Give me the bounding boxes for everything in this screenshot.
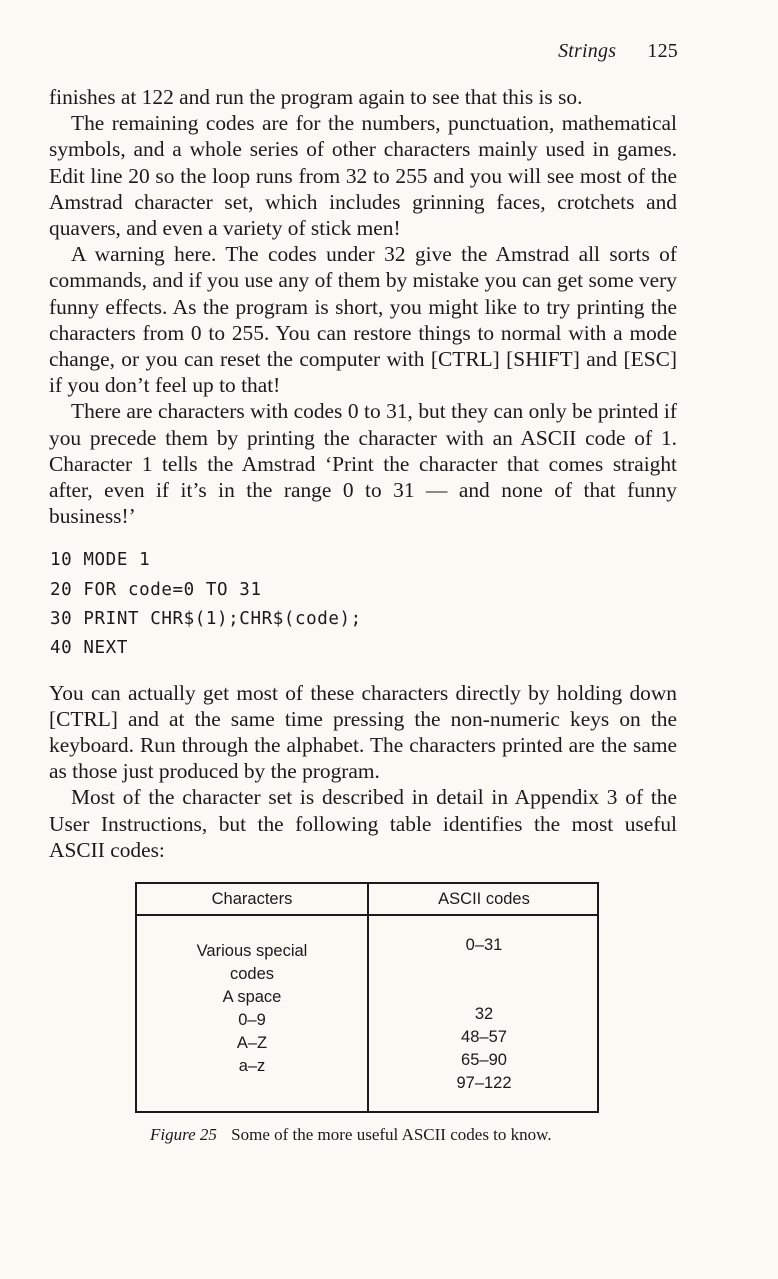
paragraph: The remaining codes are for the numbers, punctuation, mathematical symbols, and a whole series of other characters mainly used in games. Edit line 20 so the loop runs from 32 to 255 and you will see most of the Amstrad character set, which includes grinning faces, crotchets and quavers, and even a variety of stick men! <box>49 111 677 241</box>
table-cell: codes <box>229 965 275 983</box>
code-listing <box>50 546 677 663</box>
code-line: 20 FOR code=0 TO 31 <box>50 579 262 600</box>
characters-column <box>137 940 367 1078</box>
code-line: 10 MODE 1 <box>50 550 151 571</box>
figure-caption <box>150 1125 552 1145</box>
table-cell: 32 <box>474 1005 494 1023</box>
table-cell: 48–57 <box>461 1028 507 1046</box>
paragraph: You can actually get most of these characters directly by holding down [CTRL] and at the same time pressing the non-numeric keys on the keyboard. Run through the alphabet. The characters printed are the same as those just produced by the program. <box>49 680 677 784</box>
paragraph: A warning here. The codes under 32 give the Amstrad all sorts of commands, and if you use any of them by mistake you can get some very funny effects. As the program is short, you might like to try printing the characters from 0 to 255. You can restore things to normal with a mode change, or you can reset the computer with [CTRL] [SHIFT] and [ESC] if you don’t feel up to that! <box>49 242 677 398</box>
table-cell: 0–31 <box>465 936 503 954</box>
paragraph: finishes at 122 and run the program again to see that this is so. <box>49 85 583 109</box>
table-cell: A–Z <box>236 1034 268 1052</box>
table-header-ascii-codes: ASCII codes <box>438 890 530 908</box>
running-head <box>558 40 678 63</box>
body-text <box>49 84 677 863</box>
table-cell: a–z <box>238 1057 266 1075</box>
figure-caption-text: Some of the more useful ASCII codes to know. <box>231 1125 552 1144</box>
table-header-characters: Characters <box>211 890 293 908</box>
table-cell: Various special <box>196 942 308 960</box>
code-line: 40 NEXT <box>50 638 128 659</box>
table-cell: 0–9 <box>238 1011 266 1029</box>
table-cell: A space <box>222 988 282 1006</box>
table-cell: 97–122 <box>456 1074 512 1092</box>
codes-column <box>369 934 599 1095</box>
ascii-codes-table <box>135 882 599 1113</box>
figure-label: Figure 25 <box>150 1125 217 1144</box>
code-line: 30 PRINT CHR$(1);CHR$(code); <box>50 609 362 630</box>
paragraph: There are characters with codes 0 to 31, but they can only be printed if you precede them by printing the character with an ASCII code of 1. Character 1 tells the Amstrad ‘Print the character that comes straight after, even if it’s in the range 0 to 31 — and none of that funny business!’ <box>49 399 677 529</box>
paragraph: Most of the character set is described in detail in Appendix 3 of the User Instructions, but the following table identifies the most useful ASCII codes: <box>49 785 677 862</box>
section-title: Strings <box>558 40 617 62</box>
page-number: 125 <box>647 40 678 62</box>
table-cell: 65–90 <box>461 1051 507 1069</box>
